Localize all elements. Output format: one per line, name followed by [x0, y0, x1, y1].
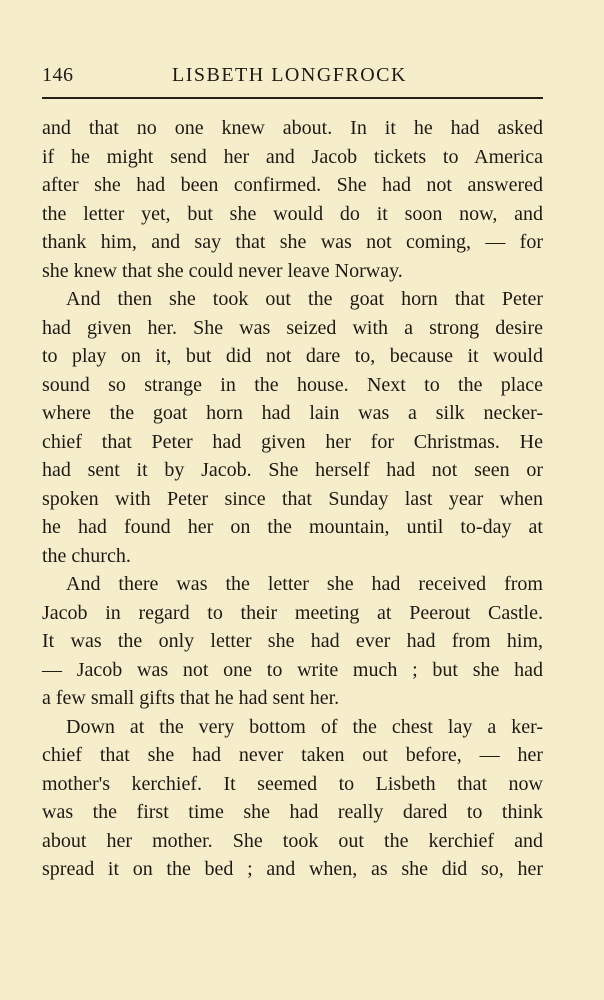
text-line: had sent it by Jacob. She herself had not seen or [42, 459, 543, 481]
text-line: the church. [42, 544, 131, 567]
text-line: was the first time she had really dared to think [42, 801, 543, 823]
text-line: And then she took out the goat horn that Peter [66, 288, 543, 310]
text-line: Jacob in regard to their meeting at Peerout Castle. [42, 601, 543, 624]
text-line: thank him, and say that she was not coming, — for [42, 231, 543, 253]
body-text [42, 114, 543, 884]
text-line: she knew that she could never leave Norway. [42, 259, 403, 282]
text-line: where the goat horn had lain was a silk necker- [42, 402, 543, 424]
running-title: LISBETH LONGFROCK [172, 64, 407, 86]
text-line: Down at the very bottom of the chest lay a ker- [66, 715, 543, 738]
text-line: the letter yet, but she would do it soon now, and [42, 202, 543, 225]
running-head [42, 60, 543, 90]
text-line: It was the only letter she had ever had from him, [42, 630, 543, 652]
text-line: sound so strange in the house. Next to the place [42, 373, 543, 396]
text-line: a few small gifts that he had sent her. [42, 687, 340, 709]
page-number: 146 [42, 64, 74, 86]
text-line: after she had been confirmed. She had not answered [42, 174, 543, 196]
text-line: if he might send her and Jacob tickets to America [42, 145, 543, 168]
text-line: had given her. She was seized with a strong desire [42, 316, 543, 339]
text-line: to play on it, but did not dare to, because it would [42, 345, 543, 367]
text-line: spoken with Peter since that Sunday last year when [42, 487, 543, 510]
text-line: and that no one knew about. In it he had asked [42, 117, 543, 139]
text-line: chief that Peter had given her for Christmas. He [42, 430, 543, 453]
text-line: spread it on the bed ; and when, as she did so, her [42, 858, 543, 880]
text-line: he had found her on the mountain, until to-day at [42, 516, 543, 538]
text-line: chief that she had never taken out before, — her [42, 744, 543, 766]
text-line: And there was the letter she had received from [66, 573, 543, 595]
text-line: — Jacob was not one to write much ; but she had [42, 658, 543, 681]
header-rule [42, 97, 543, 99]
text-line: mother's kerchief. It seemed to Lisbeth that now [42, 772, 543, 795]
text-line: about her mother. She took out the kerchief and [42, 829, 543, 852]
